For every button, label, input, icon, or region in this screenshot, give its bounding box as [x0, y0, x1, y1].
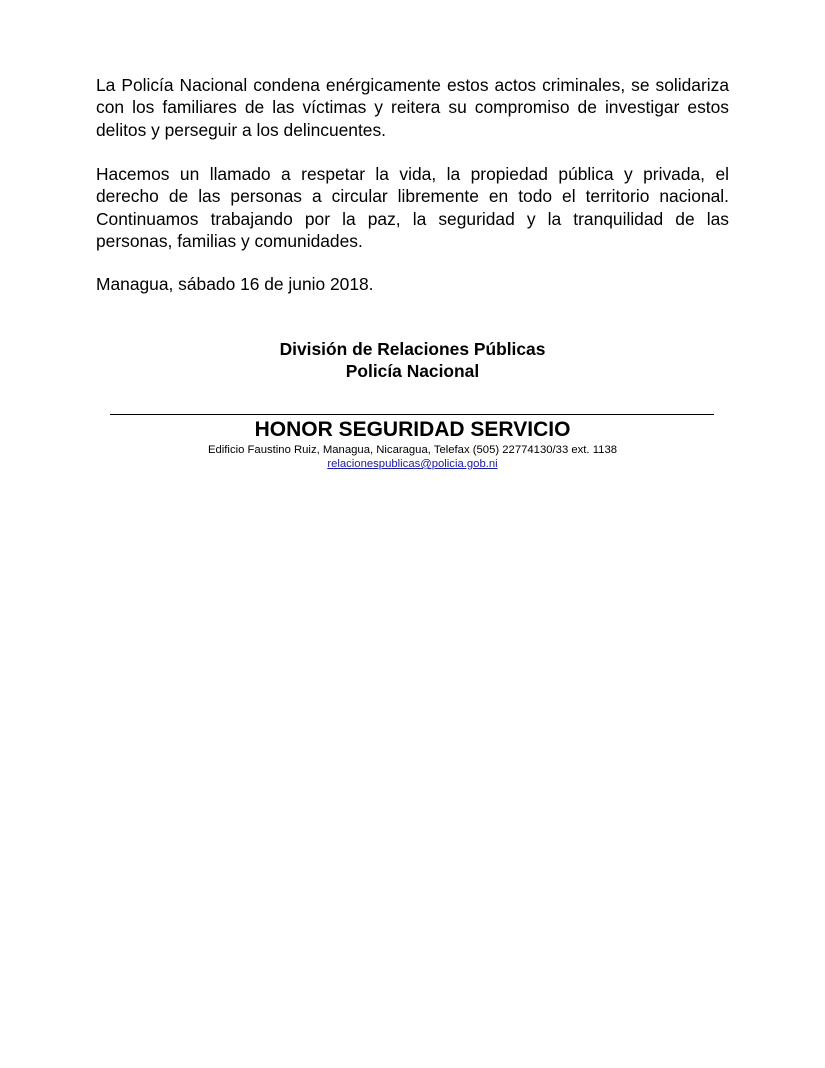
footer-address: Edificio Faustino Ruiz, Managua, Nicaragua, Telefax (505) 22774130/33 ext. 1138: [207, 444, 618, 456]
signature-institution: Policía Nacional: [345, 361, 480, 382]
signature-block: [0, 338, 825, 383]
footer-divider: [110, 414, 714, 415]
date-line: Managua, sábado 16 de junio 2018.: [96, 274, 374, 294]
signature-division: División de Relaciones Públicas: [279, 339, 546, 359]
footer-email-line: [0, 457, 825, 471]
footer-email-link[interactable]: relacionespublicas@policia.gob.ni: [327, 458, 498, 470]
footer-motto: HONOR SEGURIDAD SERVICIO: [254, 418, 571, 441]
body-paragraph-appeal: Hacemos un llamado a respetar la vida, la propiedad pública y privada, el derecho de las personas a circular libremente en todo el territorio nacional. Continuamos trabajando por la paz, la seguridad y la tranquilidad de las personas, familias y comunidades.: [96, 164, 729, 251]
body-paragraph-condemnation: La Policía Nacional condena enérgicamente estos actos criminales, se solidariza con los familiares de las víctimas y reitera su compromiso de investigar estos delitos y perseguir a los delincuentes.: [96, 75, 729, 140]
